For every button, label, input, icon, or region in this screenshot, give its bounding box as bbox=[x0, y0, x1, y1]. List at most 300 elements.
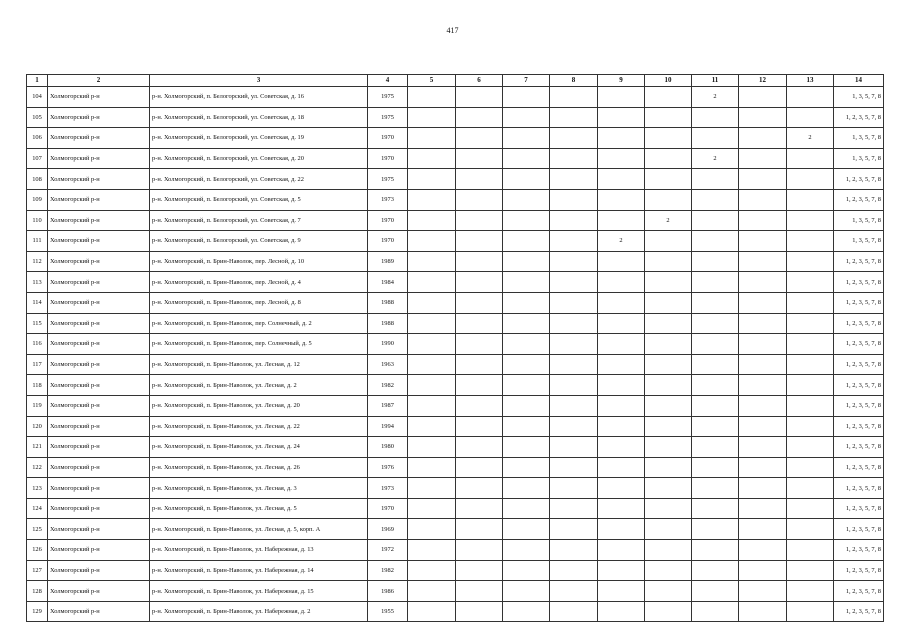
page-number: 417 bbox=[446, 26, 459, 35]
column-6-cell bbox=[456, 457, 503, 478]
year-cell: 1970 bbox=[368, 210, 408, 231]
column-header-1: 1 bbox=[27, 75, 48, 87]
column-7-cell bbox=[503, 189, 550, 210]
column-7-cell bbox=[503, 560, 550, 581]
column-11-cell bbox=[692, 354, 739, 375]
column-14-cell: 1, 2, 3, 5, 7, 8 bbox=[834, 437, 884, 458]
column-12-cell bbox=[739, 540, 787, 561]
column-6-cell bbox=[456, 292, 503, 313]
address-cell: р-н. Холмогорский, п. Белогорский, ул. Советская, д. 22 bbox=[150, 169, 368, 190]
year-cell: 1975 bbox=[368, 87, 408, 108]
column-7-cell bbox=[503, 395, 550, 416]
column-12-cell bbox=[739, 560, 787, 581]
column-10-cell bbox=[645, 251, 692, 272]
address-cell: р-н. Холмогорский, п. Белогорский, ул. Советская, д. 18 bbox=[150, 107, 368, 128]
column-13-cell bbox=[787, 148, 834, 169]
column-8-cell bbox=[550, 87, 598, 108]
column-6-cell bbox=[456, 313, 503, 334]
column-11-cell bbox=[692, 169, 739, 190]
column-12-cell bbox=[739, 519, 787, 540]
column-5-cell bbox=[408, 189, 456, 210]
address-cell: р-н. Холмогорский, п. Брин-Наволок, ул. Лесная, д. 12 bbox=[150, 354, 368, 375]
year-cell: 1955 bbox=[368, 601, 408, 622]
column-7-cell bbox=[503, 87, 550, 108]
column-13-cell bbox=[787, 416, 834, 437]
column-9-cell bbox=[598, 560, 645, 581]
column-8-cell bbox=[550, 601, 598, 622]
column-10-cell: 2 bbox=[645, 210, 692, 231]
column-14-cell: 1, 3, 5, 7, 8 bbox=[834, 128, 884, 149]
column-6-cell bbox=[456, 169, 503, 190]
column-10-cell bbox=[645, 375, 692, 396]
column-13-cell bbox=[787, 478, 834, 499]
column-11-cell bbox=[692, 210, 739, 231]
column-6-cell bbox=[456, 251, 503, 272]
column-12-cell bbox=[739, 354, 787, 375]
district-cell: Холмогорский р-н bbox=[48, 457, 150, 478]
column-5-cell bbox=[408, 210, 456, 231]
column-6-cell bbox=[456, 498, 503, 519]
row-number-cell: 129 bbox=[27, 601, 48, 622]
column-14-cell: 1, 2, 3, 5, 7, 8 bbox=[834, 601, 884, 622]
year-cell: 1986 bbox=[368, 581, 408, 602]
column-10-cell bbox=[645, 437, 692, 458]
column-10-cell bbox=[645, 354, 692, 375]
column-11-cell bbox=[692, 107, 739, 128]
column-7-cell bbox=[503, 375, 550, 396]
column-header-9: 9 bbox=[598, 75, 645, 87]
row-number-cell: 122 bbox=[27, 457, 48, 478]
table-row bbox=[27, 416, 884, 437]
column-5-cell bbox=[408, 395, 456, 416]
district-cell: Холмогорский р-н bbox=[48, 334, 150, 355]
column-6-cell bbox=[456, 128, 503, 149]
column-5-cell bbox=[408, 375, 456, 396]
column-12-cell bbox=[739, 416, 787, 437]
column-11-cell bbox=[692, 375, 739, 396]
column-13-cell bbox=[787, 292, 834, 313]
column-12-cell bbox=[739, 581, 787, 602]
column-13-cell bbox=[787, 498, 834, 519]
column-14-cell: 1, 2, 3, 5, 7, 8 bbox=[834, 519, 884, 540]
column-13-cell bbox=[787, 354, 834, 375]
column-14-cell: 1, 2, 3, 5, 7, 8 bbox=[834, 169, 884, 190]
column-12-cell bbox=[739, 292, 787, 313]
row-number-cell: 125 bbox=[27, 519, 48, 540]
column-header-2: 2 bbox=[48, 75, 150, 87]
column-6-cell bbox=[456, 107, 503, 128]
column-5-cell bbox=[408, 416, 456, 437]
table-row bbox=[27, 189, 884, 210]
table-row bbox=[27, 581, 884, 602]
column-5-cell bbox=[408, 354, 456, 375]
row-number-cell: 118 bbox=[27, 375, 48, 396]
column-14-cell: 1, 2, 3, 5, 7, 8 bbox=[834, 560, 884, 581]
column-13-cell bbox=[787, 272, 834, 293]
column-7-cell bbox=[503, 498, 550, 519]
year-cell: 1973 bbox=[368, 478, 408, 499]
column-header-8: 8 bbox=[550, 75, 598, 87]
column-11-cell bbox=[692, 395, 739, 416]
column-14-cell: 1, 3, 5, 7, 8 bbox=[834, 210, 884, 231]
column-9-cell bbox=[598, 437, 645, 458]
column-7-cell bbox=[503, 210, 550, 231]
column-9-cell bbox=[598, 416, 645, 437]
column-5-cell bbox=[408, 107, 456, 128]
column-8-cell bbox=[550, 107, 598, 128]
column-8-cell bbox=[550, 437, 598, 458]
column-5-cell bbox=[408, 272, 456, 293]
column-5-cell bbox=[408, 169, 456, 190]
address-cell: р-н. Холмогорский, п. Белогорский, ул. Советская, д. 20 bbox=[150, 148, 368, 169]
column-11-cell bbox=[692, 601, 739, 622]
address-cell: р-н. Холмогорский, п. Брин-Наволок, ул. Лесная, д. 20 bbox=[150, 395, 368, 416]
row-number-cell: 113 bbox=[27, 272, 48, 293]
column-8-cell bbox=[550, 231, 598, 252]
year-cell: 1988 bbox=[368, 313, 408, 334]
year-cell: 1989 bbox=[368, 251, 408, 272]
column-13-cell bbox=[787, 601, 834, 622]
table-row bbox=[27, 87, 884, 108]
column-7-cell bbox=[503, 231, 550, 252]
column-7-cell bbox=[503, 540, 550, 561]
column-11-cell bbox=[692, 581, 739, 602]
column-14-cell: 1, 2, 3, 5, 7, 8 bbox=[834, 581, 884, 602]
column-9-cell bbox=[598, 395, 645, 416]
year-cell: 1970 bbox=[368, 128, 408, 149]
column-10-cell bbox=[645, 519, 692, 540]
row-number-cell: 114 bbox=[27, 292, 48, 313]
column-8-cell bbox=[550, 519, 598, 540]
column-14-cell: 1, 2, 3, 5, 7, 8 bbox=[834, 478, 884, 499]
column-7-cell bbox=[503, 519, 550, 540]
column-8-cell bbox=[550, 560, 598, 581]
year-cell: 1969 bbox=[368, 519, 408, 540]
column-8-cell bbox=[550, 313, 598, 334]
column-12-cell bbox=[739, 601, 787, 622]
column-10-cell bbox=[645, 560, 692, 581]
address-cell: р-н. Холмогорский, п. Брин-Наволок, пер. Солнечный, д. 5 bbox=[150, 334, 368, 355]
column-header-5: 5 bbox=[408, 75, 456, 87]
column-7-cell bbox=[503, 581, 550, 602]
district-cell: Холмогорский р-н bbox=[48, 87, 150, 108]
column-11-cell bbox=[692, 128, 739, 149]
row-number-cell: 109 bbox=[27, 189, 48, 210]
table-row bbox=[27, 272, 884, 293]
column-11-cell bbox=[692, 313, 739, 334]
column-6-cell bbox=[456, 334, 503, 355]
address-cell: р-н. Холмогорский, п. Брин-Наволок, пер. Солнечный, д. 2 bbox=[150, 313, 368, 334]
column-14-cell: 1, 2, 3, 5, 7, 8 bbox=[834, 498, 884, 519]
address-cell: р-н. Холмогорский, п. Белогорский, ул. Советская, д. 7 bbox=[150, 210, 368, 231]
table-row bbox=[27, 498, 884, 519]
column-9-cell bbox=[598, 375, 645, 396]
address-cell: р-н. Холмогорский, п. Белогорский, ул. Советская, д. 19 bbox=[150, 128, 368, 149]
column-14-cell: 1, 2, 3, 5, 7, 8 bbox=[834, 272, 884, 293]
district-cell: Холмогорский р-н bbox=[48, 169, 150, 190]
table-row bbox=[27, 334, 884, 355]
district-cell: Холмогорский р-н bbox=[48, 437, 150, 458]
row-number-cell: 126 bbox=[27, 540, 48, 561]
column-13-cell bbox=[787, 395, 834, 416]
column-9-cell bbox=[598, 189, 645, 210]
column-12-cell bbox=[739, 148, 787, 169]
column-12-cell bbox=[739, 375, 787, 396]
address-cell: р-н. Холмогорский, п. Брин-Наволок, ул. Лесная, д. 3 bbox=[150, 478, 368, 499]
row-number-cell: 112 bbox=[27, 251, 48, 272]
row-number-cell: 108 bbox=[27, 169, 48, 190]
column-11-cell bbox=[692, 189, 739, 210]
column-8-cell bbox=[550, 210, 598, 231]
column-6-cell bbox=[456, 148, 503, 169]
column-8-cell bbox=[550, 457, 598, 478]
district-cell: Холмогорский р-н bbox=[48, 210, 150, 231]
row-number-cell: 127 bbox=[27, 560, 48, 581]
column-12-cell bbox=[739, 498, 787, 519]
column-6-cell bbox=[456, 210, 503, 231]
column-10-cell bbox=[645, 478, 692, 499]
table-row bbox=[27, 395, 884, 416]
column-5-cell bbox=[408, 313, 456, 334]
column-13-cell bbox=[787, 231, 834, 252]
column-10-cell bbox=[645, 87, 692, 108]
address-cell: р-н. Холмогорский, п. Брин-Наволок, ул. Лесная, д. 24 bbox=[150, 437, 368, 458]
year-cell: 1987 bbox=[368, 395, 408, 416]
column-header-7: 7 bbox=[503, 75, 550, 87]
column-8-cell bbox=[550, 478, 598, 499]
column-14-cell: 1, 3, 5, 7, 8 bbox=[834, 148, 884, 169]
column-header-3: 3 bbox=[150, 75, 368, 87]
column-13-cell bbox=[787, 560, 834, 581]
row-number-cell: 110 bbox=[27, 210, 48, 231]
address-cell: р-н. Холмогорский, п. Брин-Наволок, ул. Набережная, д. 14 bbox=[150, 560, 368, 581]
column-12-cell bbox=[739, 478, 787, 499]
column-10-cell bbox=[645, 148, 692, 169]
column-6-cell bbox=[456, 519, 503, 540]
column-7-cell bbox=[503, 457, 550, 478]
district-cell: Холмогорский р-н bbox=[48, 478, 150, 499]
row-number-cell: 116 bbox=[27, 334, 48, 355]
column-10-cell bbox=[645, 231, 692, 252]
column-10-cell bbox=[645, 540, 692, 561]
district-cell: Холмогорский р-н bbox=[48, 519, 150, 540]
district-cell: Холмогорский р-н bbox=[48, 189, 150, 210]
address-cell: р-н. Холмогорский, п. Брин-Наволок, ул. Лесная, д. 2 bbox=[150, 375, 368, 396]
column-5-cell bbox=[408, 478, 456, 499]
column-11-cell: 2 bbox=[692, 87, 739, 108]
table-row bbox=[27, 313, 884, 334]
column-7-cell bbox=[503, 601, 550, 622]
year-cell: 1988 bbox=[368, 292, 408, 313]
column-13-cell bbox=[787, 519, 834, 540]
column-10-cell bbox=[645, 601, 692, 622]
housing-registry-table bbox=[26, 74, 884, 622]
column-6-cell bbox=[456, 231, 503, 252]
column-6-cell bbox=[456, 189, 503, 210]
year-cell: 1972 bbox=[368, 540, 408, 561]
column-8-cell bbox=[550, 292, 598, 313]
column-5-cell bbox=[408, 437, 456, 458]
column-9-cell bbox=[598, 210, 645, 231]
column-5-cell bbox=[408, 231, 456, 252]
year-cell: 1976 bbox=[368, 457, 408, 478]
column-6-cell bbox=[456, 416, 503, 437]
column-7-cell bbox=[503, 148, 550, 169]
column-12-cell bbox=[739, 169, 787, 190]
row-number-cell: 123 bbox=[27, 478, 48, 499]
column-12-cell bbox=[739, 107, 787, 128]
address-cell: р-н. Холмогорский, п. Белогорский, ул. Советская, д. 9 bbox=[150, 231, 368, 252]
row-number-cell: 120 bbox=[27, 416, 48, 437]
column-8-cell bbox=[550, 189, 598, 210]
year-cell: 1980 bbox=[368, 437, 408, 458]
header-row bbox=[27, 75, 884, 87]
column-6-cell bbox=[456, 272, 503, 293]
column-9-cell bbox=[598, 272, 645, 293]
year-cell: 1984 bbox=[368, 272, 408, 293]
district-cell: Холмогорский р-н bbox=[48, 560, 150, 581]
year-cell: 1963 bbox=[368, 354, 408, 375]
district-cell: Холмогорский р-н bbox=[48, 231, 150, 252]
column-13-cell bbox=[787, 457, 834, 478]
column-8-cell bbox=[550, 375, 598, 396]
column-7-cell bbox=[503, 334, 550, 355]
year-cell: 1975 bbox=[368, 169, 408, 190]
column-11-cell bbox=[692, 334, 739, 355]
column-header-6: 6 bbox=[456, 75, 503, 87]
column-9-cell bbox=[598, 107, 645, 128]
column-11-cell bbox=[692, 519, 739, 540]
column-10-cell bbox=[645, 395, 692, 416]
column-6-cell bbox=[456, 581, 503, 602]
district-cell: Холмогорский р-н bbox=[48, 354, 150, 375]
address-cell: р-н. Холмогорский, п. Брин-Наволок, ул. Лесная, д. 5 bbox=[150, 498, 368, 519]
column-7-cell bbox=[503, 437, 550, 458]
district-cell: Холмогорский р-н bbox=[48, 313, 150, 334]
year-cell: 1982 bbox=[368, 560, 408, 581]
address-cell: р-н. Холмогорский, п. Брин-Наволок, ул. Лесная, д. 26 bbox=[150, 457, 368, 478]
column-12-cell bbox=[739, 272, 787, 293]
table-row bbox=[27, 560, 884, 581]
column-8-cell bbox=[550, 169, 598, 190]
column-13-cell bbox=[787, 169, 834, 190]
column-5-cell bbox=[408, 498, 456, 519]
column-14-cell: 1, 2, 3, 5, 7, 8 bbox=[834, 251, 884, 272]
column-11-cell bbox=[692, 251, 739, 272]
district-cell: Холмогорский р-н bbox=[48, 272, 150, 293]
column-9-cell: 2 bbox=[598, 231, 645, 252]
column-14-cell: 1, 2, 3, 5, 7, 8 bbox=[834, 457, 884, 478]
column-9-cell bbox=[598, 540, 645, 561]
column-10-cell bbox=[645, 292, 692, 313]
table-row bbox=[27, 437, 884, 458]
column-7-cell bbox=[503, 292, 550, 313]
column-7-cell bbox=[503, 107, 550, 128]
column-14-cell: 1, 2, 3, 5, 7, 8 bbox=[834, 107, 884, 128]
table-row bbox=[27, 210, 884, 231]
column-10-cell bbox=[645, 498, 692, 519]
column-12-cell bbox=[739, 231, 787, 252]
column-14-cell: 1, 2, 3, 5, 7, 8 bbox=[834, 354, 884, 375]
column-12-cell bbox=[739, 87, 787, 108]
column-7-cell bbox=[503, 416, 550, 437]
column-10-cell bbox=[645, 107, 692, 128]
column-5-cell bbox=[408, 560, 456, 581]
table-row bbox=[27, 169, 884, 190]
row-number-cell: 115 bbox=[27, 313, 48, 334]
column-8-cell bbox=[550, 334, 598, 355]
column-9-cell bbox=[598, 519, 645, 540]
column-14-cell: 1, 2, 3, 5, 7, 8 bbox=[834, 395, 884, 416]
row-number-cell: 105 bbox=[27, 107, 48, 128]
table-row bbox=[27, 107, 884, 128]
column-8-cell bbox=[550, 272, 598, 293]
column-header-11: 11 bbox=[692, 75, 739, 87]
column-6-cell bbox=[456, 601, 503, 622]
column-7-cell bbox=[503, 272, 550, 293]
column-7-cell bbox=[503, 313, 550, 334]
column-5-cell bbox=[408, 128, 456, 149]
column-header-10: 10 bbox=[645, 75, 692, 87]
column-13-cell bbox=[787, 87, 834, 108]
year-cell: 1990 bbox=[368, 334, 408, 355]
column-9-cell bbox=[598, 478, 645, 499]
district-cell: Холмогорский р-н bbox=[48, 540, 150, 561]
year-cell: 1982 bbox=[368, 375, 408, 396]
column-9-cell bbox=[598, 169, 645, 190]
column-13-cell bbox=[787, 334, 834, 355]
column-9-cell bbox=[598, 601, 645, 622]
column-5-cell bbox=[408, 457, 456, 478]
column-13-cell bbox=[787, 581, 834, 602]
row-number-cell: 124 bbox=[27, 498, 48, 519]
column-10-cell bbox=[645, 272, 692, 293]
column-5-cell bbox=[408, 581, 456, 602]
district-cell: Холмогорский р-н bbox=[48, 395, 150, 416]
column-13-cell bbox=[787, 210, 834, 231]
column-12-cell bbox=[739, 210, 787, 231]
column-13-cell bbox=[787, 189, 834, 210]
column-11-cell bbox=[692, 437, 739, 458]
column-14-cell: 1, 3, 5, 7, 8 bbox=[834, 87, 884, 108]
column-6-cell bbox=[456, 540, 503, 561]
column-9-cell bbox=[598, 292, 645, 313]
column-8-cell bbox=[550, 540, 598, 561]
table-row bbox=[27, 148, 884, 169]
column-12-cell bbox=[739, 457, 787, 478]
column-11-cell bbox=[692, 231, 739, 252]
column-header-13: 13 bbox=[787, 75, 834, 87]
year-cell: 1970 bbox=[368, 148, 408, 169]
column-11-cell bbox=[692, 272, 739, 293]
column-8-cell bbox=[550, 148, 598, 169]
column-12-cell bbox=[739, 251, 787, 272]
column-10-cell bbox=[645, 313, 692, 334]
district-cell: Холмогорский р-н bbox=[48, 498, 150, 519]
column-7-cell bbox=[503, 251, 550, 272]
column-7-cell bbox=[503, 354, 550, 375]
column-14-cell: 1, 2, 3, 5, 7, 8 bbox=[834, 189, 884, 210]
column-9-cell bbox=[598, 334, 645, 355]
column-8-cell bbox=[550, 128, 598, 149]
table-row bbox=[27, 540, 884, 561]
column-10-cell bbox=[645, 128, 692, 149]
column-6-cell bbox=[456, 478, 503, 499]
column-9-cell bbox=[598, 498, 645, 519]
column-11-cell: 2 bbox=[692, 148, 739, 169]
column-5-cell bbox=[408, 601, 456, 622]
district-cell: Холмогорский р-н bbox=[48, 375, 150, 396]
